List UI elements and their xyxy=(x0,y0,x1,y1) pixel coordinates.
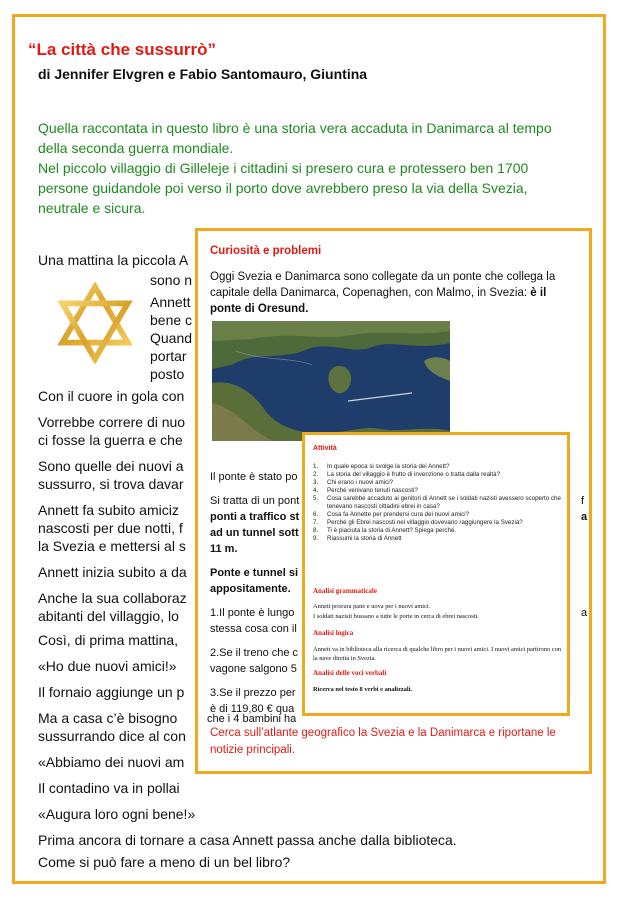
attivita-question xyxy=(313,463,563,471)
intro-paragraph xyxy=(38,118,578,218)
intro-line-2: Nel piccolo villaggio di Gilleleje i cittadini si presero cura e protessero ben 1700 persone guidandole poi verso il porto dove avrebbero preso la via della Svezia, neutrale e sicura. xyxy=(38,160,529,216)
attivita-question-number: 3. xyxy=(313,479,319,486)
body-line: sono n xyxy=(150,272,193,288)
attivita-question-text: Riassumi la storia di Annett xyxy=(327,535,402,542)
curiosita-line: 2.Se il treno che c xyxy=(210,647,299,659)
body-line: ci fosse la guerra e che xyxy=(38,432,183,448)
curiosita-intro: Oggi Svezia e Danimarca sono collegate da un ponte che collega la capitale della Danimarca, Copenaghen, con Malmo, in Svezia: è il ponte di Oresund. xyxy=(210,271,556,315)
body-line: Una mattina la piccola A xyxy=(38,252,189,268)
star-of-david-icon xyxy=(54,282,136,364)
attivita-question-number: 7. xyxy=(313,519,319,526)
attivita-question-number: 5. xyxy=(313,495,319,502)
curiosita-line: 11 m. xyxy=(210,543,238,555)
book-authors: di Jennifer Elvgren e Fabio Santomauro, Giuntina xyxy=(38,66,368,82)
body-line: Con il cuore in gola con xyxy=(38,388,185,404)
body-line: «Augura loro ogni bene!» xyxy=(38,806,196,822)
attivita-question-text: Perché gli Ebrei nascosti nel villaggio dovevano raggiungere la Svezia? xyxy=(327,519,523,526)
body-line: bene c xyxy=(150,312,193,328)
logica-text: Annett va in biblioteca alla ricerca di qualche libro per i nuovi amici. I nuovi amici partirono con la nave diretta in Svezia. xyxy=(313,646,562,662)
attivita-question-number: 8. xyxy=(313,527,319,534)
body-line: posto xyxy=(150,366,185,382)
attivita-question-text: Perché venivano tenuti nascosti? xyxy=(327,487,418,494)
attivita-question xyxy=(313,479,563,487)
intro-line-1: Quella raccontata in questo libro è una storia vera accaduta in Danimarca al tempo della seconda guerra mondiale. xyxy=(38,120,552,156)
curiosita-right-fragment: a xyxy=(581,511,588,523)
attivita-question-number: 6. xyxy=(313,511,319,518)
book-title: “La città che sussurrò” xyxy=(28,40,217,59)
grammaticale-title: Analisi grammaticale xyxy=(313,587,377,595)
body-line: Annett fa subito amiciz xyxy=(38,502,179,518)
grammaticale-text-1: Annett procura pane e uova per i nuovi amici. xyxy=(313,603,431,610)
curiosita-line: stessa cosa con il xyxy=(210,623,297,635)
curiosita-line: che i 4 bambini ha xyxy=(207,713,297,725)
body-line: Il contadino va in pollai xyxy=(38,780,180,796)
attivita-question-number: 2. xyxy=(313,471,319,478)
body-line: «Abbiamo dei nuovi am xyxy=(38,754,185,770)
attivita-question-text: Cosa sarebbe accaduto ai genitori di Annett se i soldati nazisti avessero scoperto che tenevano nascosti cittadini ebrei in casa? xyxy=(327,495,561,510)
body-line: Annett inizia subito a da xyxy=(38,564,187,580)
curiosita-line: Si tratta di un pont xyxy=(210,495,300,507)
curiosita-title: Curiosità e problemi xyxy=(210,245,322,257)
body-line: la Svezia e mettersi al s xyxy=(38,538,186,554)
attivita-question xyxy=(313,511,563,519)
body-line: Sono quelle dei nuovi a xyxy=(38,458,184,474)
grammaticale-text-2: I soldati nazisti bussano a tutte le porte in cerca di ebrei nascosti. xyxy=(313,613,479,620)
attivita-question xyxy=(313,519,563,527)
oresund-satellite-map xyxy=(212,321,450,441)
attivita-question-text: Ti è piaciuta la storia di Annett? Spiega perché. xyxy=(327,527,457,534)
curiosita-right-fragment: f xyxy=(581,495,585,507)
curiosita-line: Ponte e tunnel si xyxy=(210,567,299,579)
curiosita-line: 3.Se il prezzo per xyxy=(210,687,296,699)
attivita-question-text: In quale epoca si svolge la storia dei Annett? xyxy=(327,463,450,470)
attivita-question-number: 4. xyxy=(313,487,319,494)
curiosita-line: appositamente. xyxy=(210,583,291,595)
curiosita-footer: Cerca sull’atlante geografico la Svezia e la Danimarca e riportane le notizie principali. xyxy=(210,727,556,756)
body-line: abitanti del villaggio, lo xyxy=(38,608,179,624)
body-line: Così, di prima mattina, xyxy=(38,632,179,648)
attivita-question xyxy=(313,495,563,511)
curiosita-line: 1.Il ponte è lungo xyxy=(210,607,295,619)
attivita-question-text: Cosa fa Annette per prendersi cura dei nuovi amici? xyxy=(327,511,470,518)
curiosita-line: ad un tunnel sott xyxy=(210,527,299,539)
attivita-panel xyxy=(302,432,570,716)
body-line: Quand xyxy=(150,330,193,346)
curiosita-line: Il ponte è stato po xyxy=(210,471,298,483)
attivita-question-list xyxy=(313,463,563,543)
curiosita-line: è di 119,80 € qua xyxy=(210,703,295,715)
body-line: «Ho due nuovi amici!» xyxy=(38,658,177,674)
attivita-question xyxy=(313,535,563,543)
curiosita-right-fragment: a xyxy=(581,607,588,619)
body-line: Anche la sua collaboraz xyxy=(38,590,187,606)
body-line: Prima ancora di tornare a casa Annett passa anche dalla biblioteca. xyxy=(38,832,457,848)
body-line: Come si può fare a meno di un bel libro? xyxy=(38,854,291,870)
body-line: sussurro, si trova davar xyxy=(38,476,184,492)
verbali-text: Ricerca nel testo 8 verbi e analizzali. xyxy=(313,686,413,693)
attivita-question-text: Chi erano i nuovi amici? xyxy=(327,479,394,486)
body-line: Ma a casa c’è bisogno xyxy=(38,710,178,726)
attivita-question xyxy=(313,487,563,495)
body-line: Vorrebbe correre di nuo xyxy=(38,414,186,430)
attivita-title: Attività xyxy=(313,445,337,452)
body-line: portar xyxy=(150,348,187,364)
body-line: Il fornaio aggiunge un p xyxy=(38,684,185,700)
body-line: Annett xyxy=(150,294,191,310)
attivita-question-number: 1. xyxy=(313,463,319,470)
curiosita-line: vagone salgono 5 xyxy=(210,663,297,675)
body-line: sussurrando dice al con xyxy=(38,728,186,744)
logica-title: Analisi logica xyxy=(313,629,354,637)
attivita-question-text: La storia del villaggio è frutto di invenzione o tratta dalla realtà? xyxy=(327,471,501,478)
attivita-question xyxy=(313,527,563,535)
curiosita-line: ponti a traffico st xyxy=(210,511,300,523)
verbali-title: Analisi delle voci verbali xyxy=(313,669,387,677)
attivita-question xyxy=(313,471,563,479)
attivita-question-number: 9. xyxy=(313,535,319,542)
body-line: nascosti per due notti, f xyxy=(38,520,183,536)
